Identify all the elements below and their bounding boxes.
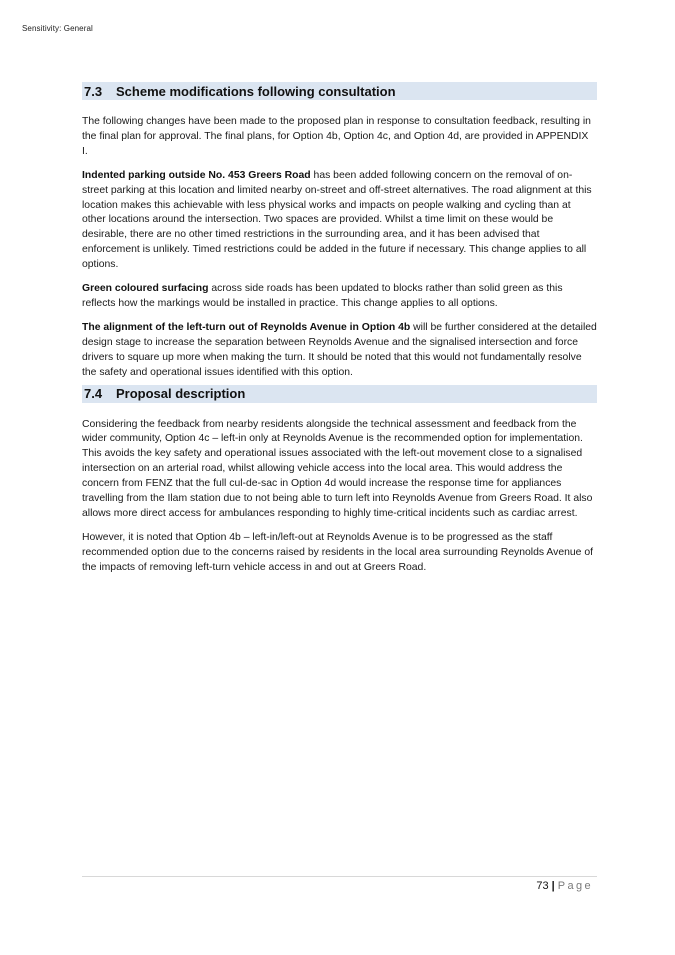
paragraph xyxy=(82,321,597,381)
page-footer xyxy=(536,880,593,892)
paragraph xyxy=(82,115,597,160)
paragraph-bold-lead: Green coloured surfacing xyxy=(82,283,209,295)
document-body xyxy=(82,82,597,576)
paragraph xyxy=(82,418,597,522)
paragraph-text: across side roads has been updated to blocks rather than solid green as this reflects how the markings would be installed in practice. This change applies to all options. xyxy=(82,283,563,309)
sensitivity-label: Sensitivity: General xyxy=(22,24,93,33)
section-number: 7.4 xyxy=(84,386,103,401)
paragraph-bold-lead: Indented parking outside No. 453 Greers Road xyxy=(82,169,311,181)
footer-separator: | xyxy=(551,880,555,892)
paragraph-text: has been added following concern on the removal of on-street parking at this location and limited nearby on-street and off-street alternatives. The road alignment at this location makes this achievable with less physical works and impacts on people walking and cycling than at other locations around the intersection. Two spaces are provided. Whilst a time limit on these would be desirable, there are no other timed restrictions in the surrounding area, and it has been advised that enforcement is unlikely. Timed restrictions could be added in the future if necessary. This change applies to all options. xyxy=(82,169,592,271)
section-number: 7.3 xyxy=(84,83,103,99)
paragraph xyxy=(82,169,597,273)
section-heading-7-4 xyxy=(82,385,597,403)
paragraph-text: The following changes have been made to the proposed plan in response to consultation feedback, resulting in the final plan for approval. The final plans, for Option 4b, Option 4c, and Option 4d, are provided in APPENDIX I. xyxy=(82,116,591,157)
paragraph xyxy=(82,282,597,312)
footer-divider xyxy=(82,876,597,877)
section-title: Scheme modifications following consultation xyxy=(116,83,396,99)
paragraph-bold-lead: The alignment of the left-turn out of Reynolds Avenue in Option 4b xyxy=(82,321,411,333)
page-label: Page xyxy=(557,880,593,892)
section-title: Proposal description xyxy=(116,386,246,401)
paragraph-text: However, it is noted that Option 4b – left-in/left-out at Reynolds Avenue is to be progressed as the staff recommended option due to the concerns raised by residents in the local area surrounding Reynolds Avenue of the impacts of removing left-turn vehicle access in and out at Greers Road. xyxy=(82,531,593,573)
paragraph-text: will be further considered at the detailed design stage to increase the separation between Reynolds Avenue and the signalised intersection and force drivers to square up more when making the turn. It should be noted that this would not fundamentally resolve the safety and operational issues identified with this option. xyxy=(82,321,597,378)
page-number: 73 xyxy=(536,880,549,892)
section-heading-7-3 xyxy=(82,82,597,100)
paragraph-text: Considering the feedback from nearby residents alongside the technical assessment and feedback from the wider community, Option 4c – left-in only at Reynolds Avenue is the recommended option for implementation. This avoids the key safety and operational issues associated with the left-out movement close to a signalised intersection on an arterial road, whilst allowing vehicle access into the local area. This would address the concern from FENZ that the full cul-de-sac in Option 4d would increase the response time for appliances travelling from the Ilam station due to not being able to turn left into Reynolds Avenue from Greers Road. It also allows more direct access for ambulances responding to highly time-critical incidents such as cardiac arrest. xyxy=(82,418,593,519)
paragraph xyxy=(82,531,597,576)
